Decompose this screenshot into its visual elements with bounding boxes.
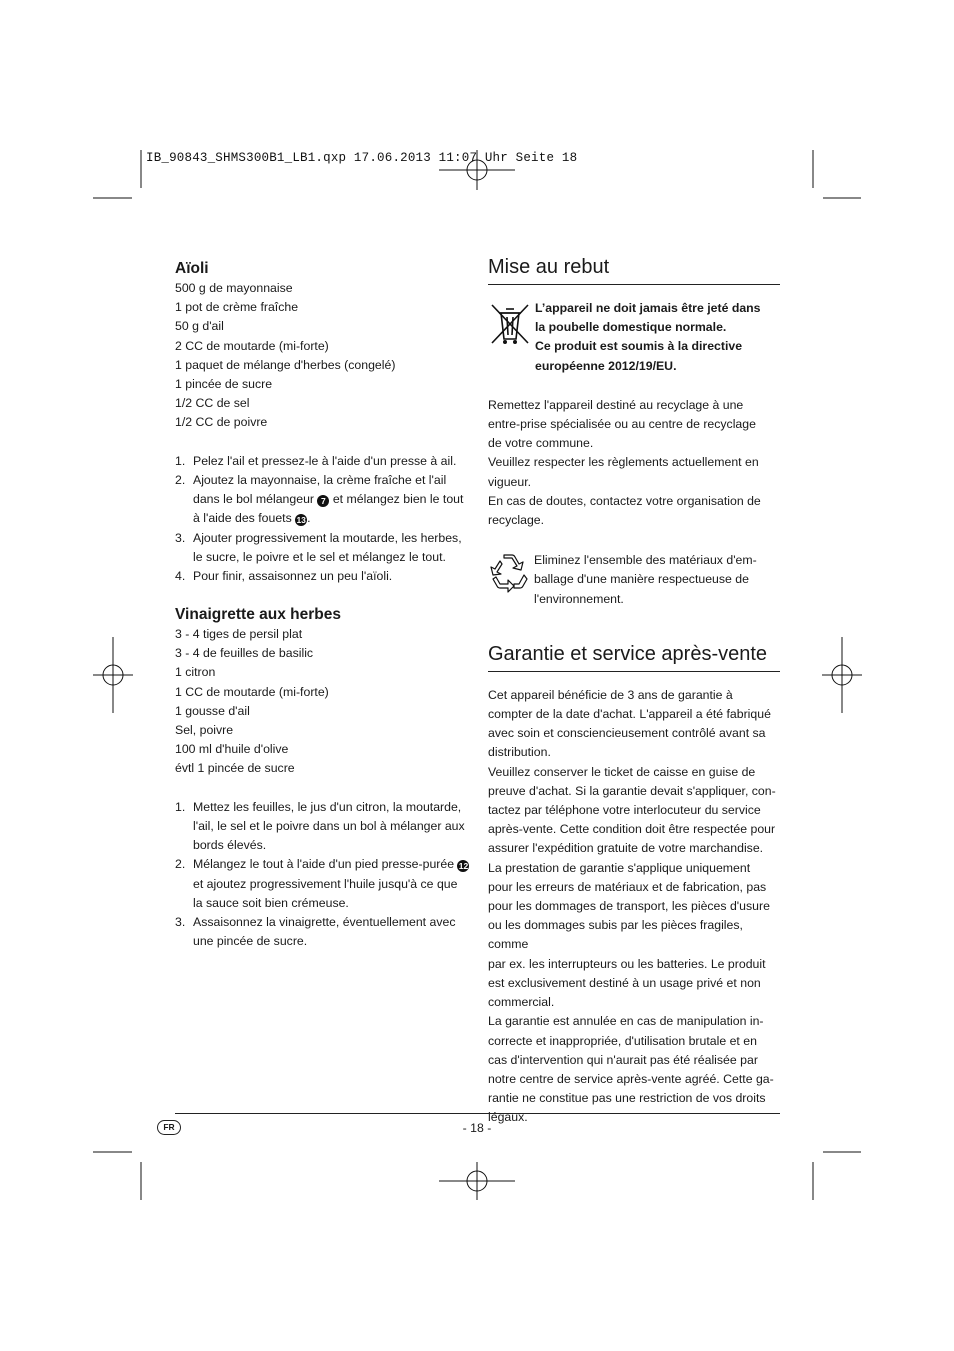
disposal-paragraph: Remettez l'appareil destiné au recyclage à une entre-prise spécialisée ou au centre de recyclage de votre commune. Veuillez respecter les règlements actuellement en vigueur. En cas de doutes, contactez votre organisation de recyclage. — [488, 397, 761, 528]
vinaigrette-ingredients — [175, 625, 470, 779]
list-item: 3. Assaisonnez la vinaigrette, éventuellement avec une pincée de sucre. — [175, 915, 456, 949]
ingredient: Sel, poivre — [175, 723, 234, 738]
list-item: 1. Pelez l'ail et pressez-le à l'aide d'un presse à ail. — [175, 453, 457, 468]
crossed-bin-icon — [490, 303, 530, 347]
list-item: 4. Pour finir, assaisonnez un peu l'aïoli. — [175, 568, 393, 583]
ingredient: 1/2 CC de sel — [175, 396, 250, 411]
ingredient: 1 gousse d'ail — [175, 703, 250, 718]
left-column — [175, 258, 470, 951]
section-rule — [488, 284, 780, 285]
aioli-steps — [175, 452, 470, 586]
ingredient: 1 citron — [175, 665, 216, 680]
ingredient: 3 - 4 tiges de persil plat — [175, 627, 303, 642]
ingredient: 1 CC de moutarde (mi-forte) — [175, 684, 329, 699]
list-item: 1. Mettez les feuilles, le jus d'un citron, la moutarde, l'ail, le sel et le poivre dans un bol à mélanger aux bords élevés. — [175, 799, 465, 853]
footer-rule — [175, 1113, 780, 1114]
vinaigrette-title: Vinaigrette aux herbes — [175, 606, 341, 624]
ingredient: 100 ml d'huile d'olive — [175, 742, 289, 757]
recycle-icon — [488, 553, 528, 593]
aioli-ingredients — [175, 279, 470, 433]
warranty-title: Garantie et service après-vente — [488, 642, 768, 665]
ingredient: 1 pincée de sucre — [175, 376, 273, 391]
disposal-title: Mise au rebut — [488, 256, 610, 278]
print-slug: IB_90843_SHMS300B1_LB1.qxp 17.06.2013 11:07 Uhr Seite 18 — [146, 151, 578, 165]
part-number-badge: 13 — [296, 515, 306, 526]
disposal-notice: L’appareil ne doit jamais être jeté dans la poubelle domestique normale. Ce produit est soumis à la directive européenne 2012/19/EU. — [488, 299, 780, 376]
ingredient: 1 pot de crème fraîche — [175, 300, 299, 315]
ingredient: 2 CC de moutarde (mi-forte) — [175, 338, 329, 353]
warranty-text: Cet appareil bénéficie de 3 ans de garantie à compter de la date d'achat. L'appareil a été fabriqué avec soin et consciencieusement contrôlé avant sa distribution. Veuillez conserver le ticket de caisse en guise de preuve d'achat. Si la garantie devait s'appliquer, con- tactez par téléphone votre interlocuteur du service après-vente. Cette condition doit être respectée pour assurer l'expédition gratuite de votre marchandise. La prestation de garantie s'applique uniquement pour les erreurs de matériaux et de fabrication, pas pour les dommages de transport, les pièces d'usure ou les dommages subis par les pièces fragiles, comme par ex. les interrupteurs ou les batteries. Le produit est exclusivement destiné à un usage privé et non commercial. La garantie est annulée en cas de manipulation in- correcte et inappropriée, d'utilisation brutale et en cas d'intervention qui n'aurait pas été réalisée par notre centre de service après-vente agréé. Cette ga- rantie ne constitue pas une restriction de vos droits légaux. — [488, 687, 776, 1125]
ingredient: 3 - 4 de feuilles de basilic — [175, 646, 314, 661]
ingredient: 1 paquet de mélange d'herbes (congelé) — [175, 357, 396, 372]
part-number-badge: 7 — [317, 495, 329, 507]
right-column — [488, 254, 780, 1128]
language-badge: FR — [157, 1120, 181, 1135]
ingredient: 1/2 CC de poivre — [175, 415, 268, 430]
ingredient: 500 g de mayonnaise — [175, 281, 293, 295]
list-item: 2. Ajoutez la mayonnaise, la crème fraîche et l'ail dans le bol mélangeur 7 et mélangez bien le tout à l'aide des fouets 13. — [175, 472, 464, 526]
aioli-title: Aïoli — [175, 260, 209, 277]
ingredient: 50 g d'ail — [175, 319, 224, 334]
ingredient: évtl 1 pincée de sucre — [175, 761, 295, 776]
list-item: 2. Mélangez le tout à l'aide d'un pied presse-purée 12 et ajoutez progressivement l'huile jusqu'à ce que la sauce soit bien crémeuse. — [175, 857, 469, 910]
list-item: 3. Ajouter progressivement la moutarde, les herbes, le sucre, le poivre et le sel et mélangez le tout. — [175, 530, 462, 564]
vinaigrette-steps — [175, 798, 470, 952]
eco-note: Eliminez l'ensemble des matériaux d'em- ballage d'une manière respectueuse de l'environnement. — [488, 551, 780, 609]
part-number-badge: 12 — [458, 861, 469, 872]
page-number: - 18 - — [462, 1121, 492, 1135]
